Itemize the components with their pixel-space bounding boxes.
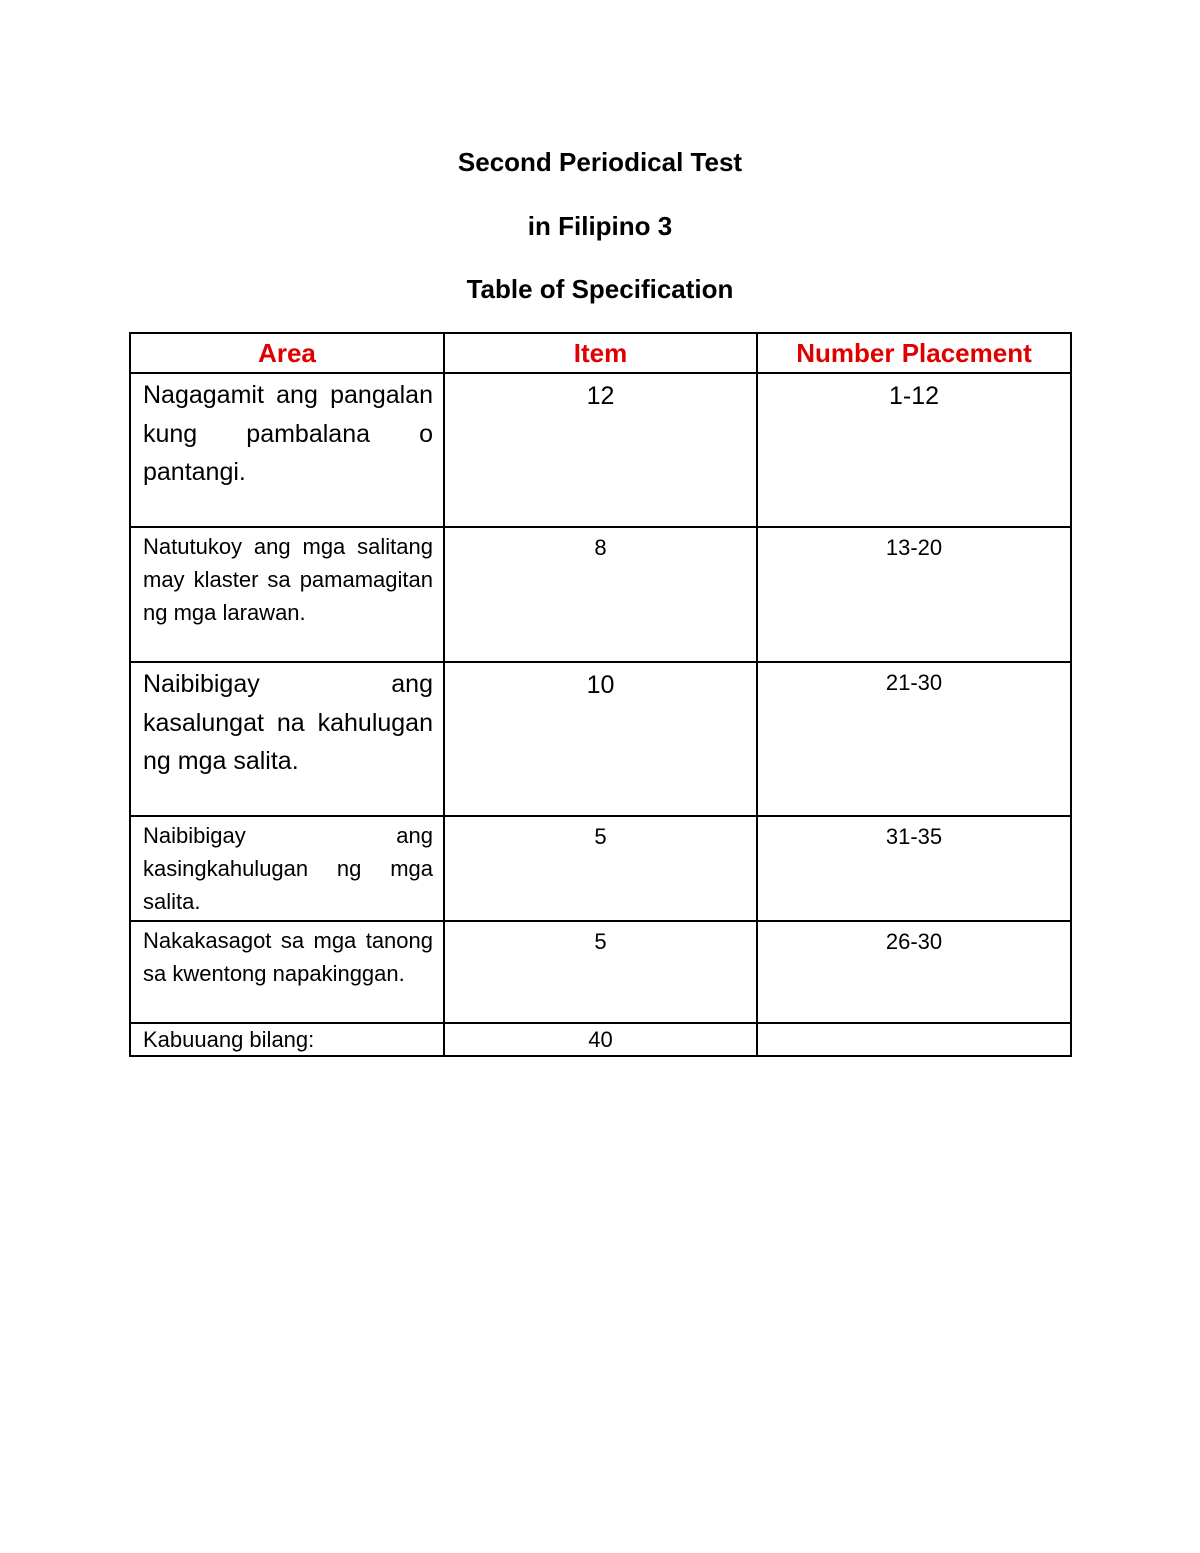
header-area: Area <box>130 333 444 373</box>
item-cell: 5 <box>444 816 757 921</box>
table-row <box>130 921 1071 1023</box>
area-cell: Nakakasagot sa mga tanong sa kwentong napakinggan. <box>130 921 444 1023</box>
item-cell: 12 <box>444 373 757 527</box>
placement-cell: 31-35 <box>757 816 1071 921</box>
item-cell: 8 <box>444 527 757 662</box>
specification-table <box>129 332 1072 1057</box>
table-row <box>130 662 1071 816</box>
area-cell: Natutukoy ang mga salitang may klaster sa pamamagitan ng mga larawan. <box>130 527 444 662</box>
total-label-cell: Kabuuang bilang: <box>130 1023 444 1056</box>
document-subtitle: in Filipino 3 <box>527 211 673 241</box>
area-cell: Naibibigay ang kasingkahulugan ng mga salita. <box>130 816 444 921</box>
table-header-row <box>130 333 1071 373</box>
document-title: Second Periodical Test <box>457 147 743 177</box>
total-row <box>130 1023 1071 1056</box>
placement-cell: 26-30 <box>757 921 1071 1023</box>
table-row <box>130 816 1071 921</box>
area-cell: Naibibigay ang kasalungat na kahulugan ng mga salita. <box>130 662 444 816</box>
total-item-cell: 40 <box>444 1023 757 1056</box>
total-placement-cell <box>757 1023 1071 1056</box>
header-number-placement: Number Placement <box>757 333 1071 373</box>
placement-cell: 1-12 <box>757 373 1071 527</box>
item-cell: 5 <box>444 921 757 1023</box>
table-row <box>130 373 1071 527</box>
area-cell: Nagagamit ang pangalan kung pambalana o pantangi. <box>130 373 444 527</box>
header-item: Item <box>444 333 757 373</box>
item-cell: 10 <box>444 662 757 816</box>
placement-cell: 21-30 <box>757 662 1071 816</box>
table-row <box>130 527 1071 662</box>
document-heading: Table of Specification <box>466 274 734 304</box>
placement-cell: 13-20 <box>757 527 1071 662</box>
